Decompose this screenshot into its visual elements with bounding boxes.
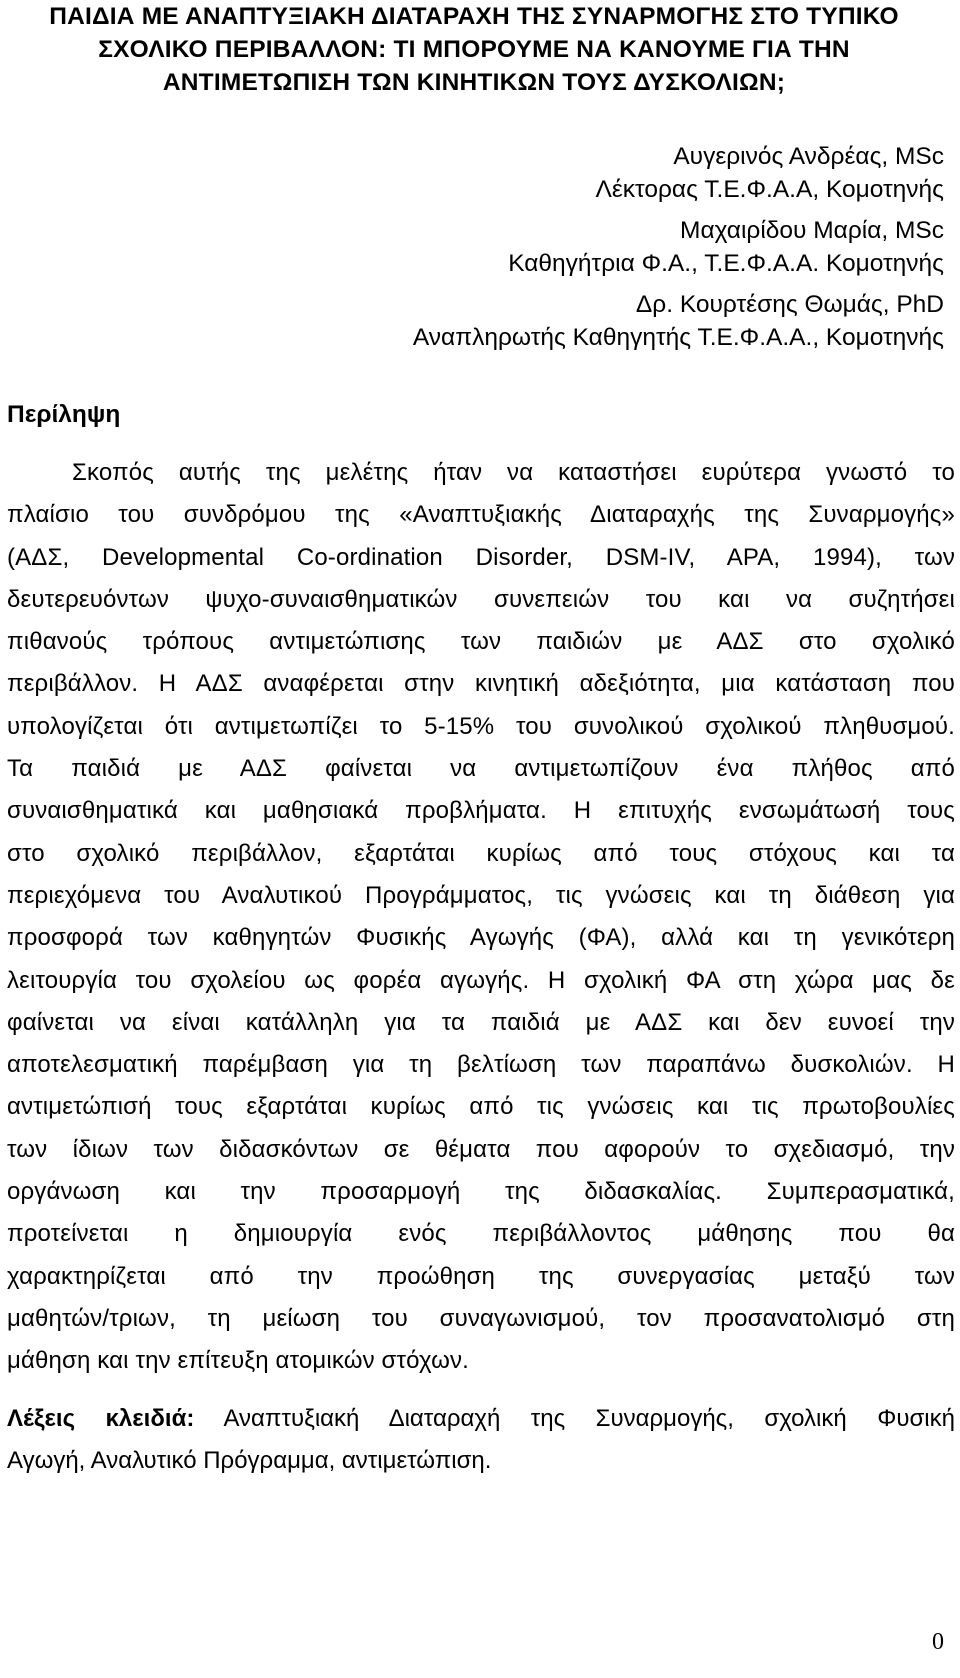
abstract-line: προτείνεται η δημιουργία ενός περιβάλλοντος μάθησης που θα (7, 1220, 955, 1248)
abstract-line: (ΑΔΣ, Developmental Co-ordination Disorder, DSM-IV, APA, 1994), των (7, 543, 955, 571)
abstract-line: των ίδιων των διδασκόντων σε θέματα που αφορούν το σχεδιασμό, την (7, 1135, 955, 1163)
abstract-line: προσφορά των καθηγητών Φυσικής Αγωγής (ΦΑ), αλλά και τη γενικότερη (7, 924, 955, 952)
abstract-line: αποτελεσματική παρέμβαση για τη βελτίωση των παραπάνω δυσκολιών. Η (7, 1051, 955, 1079)
abstract-heading: Περίληψη (7, 401, 121, 428)
page-number: 0 (932, 1629, 944, 1655)
abstract-line: πλαίσιο του συνδρόμου της «Αναπτυξιακής Διαταραχής της Συναρμογής» (7, 501, 955, 529)
author-position: Καθηγήτρια Φ.Α., Τ.Ε.Φ.Α.Α. Κομοτηνής (508, 250, 944, 277)
author-entry (244, 214, 944, 280)
abstract-line: συναισθηματικά και μαθησιακά προβλήματα. Η επιτυχής ενσωμάτωσή τους (7, 797, 955, 825)
keywords-label: Λέξεις κλειδιά: (7, 1405, 195, 1432)
abstract-line: αντιμετώπισή τους εξαρτάται κυρίως από τις γνώσεις και τις πρωτοβουλίες (7, 1093, 955, 1121)
title-line: ΑΝΤΙΜΕΤΩΠΙΣΗ ΤΩΝ ΚΙΝΗΤΙΚΩΝ ΤΟΥΣ ΔΥΣΚΟΛΙΩΝ; (162, 69, 786, 96)
abstract-line: οργάνωση και την προσαρμογή της διδασκαλίας. Συμπερασματικά, (7, 1178, 955, 1206)
abstract-line: Τα παιδιά με ΑΔΣ φαίνεται να αντιμετωπίζουν ένα πλήθος από (7, 755, 955, 783)
author-name: Μαχαιρίδου Μαρία, MSc (680, 217, 944, 244)
author-position: Λέκτορας Τ.Ε.Φ.Α.Α, Κομοτηνής (595, 176, 944, 203)
abstract-body (7, 452, 955, 1383)
keywords-text: Αναπτυξιακή Διαταραχή της Συναρμογής, σχολική Φυσική (223, 1405, 955, 1432)
abstract-line: φαίνεται να είναι κατάλληλη για τα παιδιά με ΑΔΣ και δεν ευνοεί την (7, 1008, 955, 1036)
author-entry (244, 288, 944, 354)
keywords-line (7, 1398, 955, 1440)
abstract-line: στο σχολικό περιβάλλον, εξαρτάται κυρίως από τους στόχους και τα (7, 839, 955, 867)
abstract-line: πιθανούς τρόπους αντιμετώπισης των παιδιών με ΑΔΣ στο σχολικό (7, 628, 955, 656)
paper-title (0, 0, 948, 99)
title-line: ΠΑΙΔΙΑ ΜΕ ΑΝΑΠΤΥΞΙΑΚΗ ΔΙΑΤΑΡΑΧΗ ΤΗΣ ΣΥΝΑΡΜΟΓΗΣ ΣΤΟ ΤΥΠΙΚΟ (49, 3, 899, 30)
abstract-line: περιβάλλον. Η ΑΔΣ αναφέρεται στην κινητική αδεξιότητα, μια κατάσταση που (7, 670, 955, 698)
abstract-line: μαθητών/τριων, τη μείωση του συναγωνισμού, τον προσανατολισμό στη (7, 1304, 955, 1332)
keywords-section (7, 1398, 955, 1482)
keywords-line: Αγωγή, Αναλυτικό Πρόγραμμα, αντιμετώπιση. (7, 1447, 492, 1474)
author-name: Αυγερινός Ανδρέας, MSc (673, 143, 944, 170)
abstract-line: δευτερευόντων ψυχο-συναισθηματικών συνεπειών του και να συζητήσει (7, 585, 955, 613)
abstract-line: χαρακτηρίζεται από την προώθηση της συνεργασίας μεταξύ των (7, 1262, 955, 1290)
author-list (244, 140, 944, 362)
abstract-line: περιεχόμενα του Αναλυτικού Προγράμματος, τις γνώσεις και τη διάθεση για (7, 881, 955, 909)
abstract-line: Σκοπός αυτής της μελέτης ήταν να καταστήσει ευρύτερα γνωστό το (72, 459, 955, 486)
abstract-line: λειτουργία του σχολείου ως φορέα αγωγής. Η σχολική ΦΑ στη χώρα μας δε (7, 966, 955, 994)
author-name: Δρ. Κουρτέσης Θωμάς, PhD (635, 291, 944, 318)
abstract-line: μάθηση και την επίτευξη ατομικών στόχων. (7, 1347, 469, 1375)
title-line: ΣΧΟΛΙΚΟ ΠΕΡΙΒΑΛΛΟΝ: ΤΙ ΜΠΟΡΟΥΜΕ ΝΑ ΚΑΝΟΥΜΕ ΓΙΑ ΤΗΝ (98, 36, 850, 63)
abstract-line: υπολογίζεται ότι αντιμετωπίζει το 5-15% του συνολικού σχολικού πληθυσμού. (7, 712, 955, 740)
author-position: Αναπληρωτής Καθηγητής Τ.Ε.Φ.Α.Α., Κομοτηνής (412, 324, 944, 351)
author-entry (244, 140, 944, 206)
